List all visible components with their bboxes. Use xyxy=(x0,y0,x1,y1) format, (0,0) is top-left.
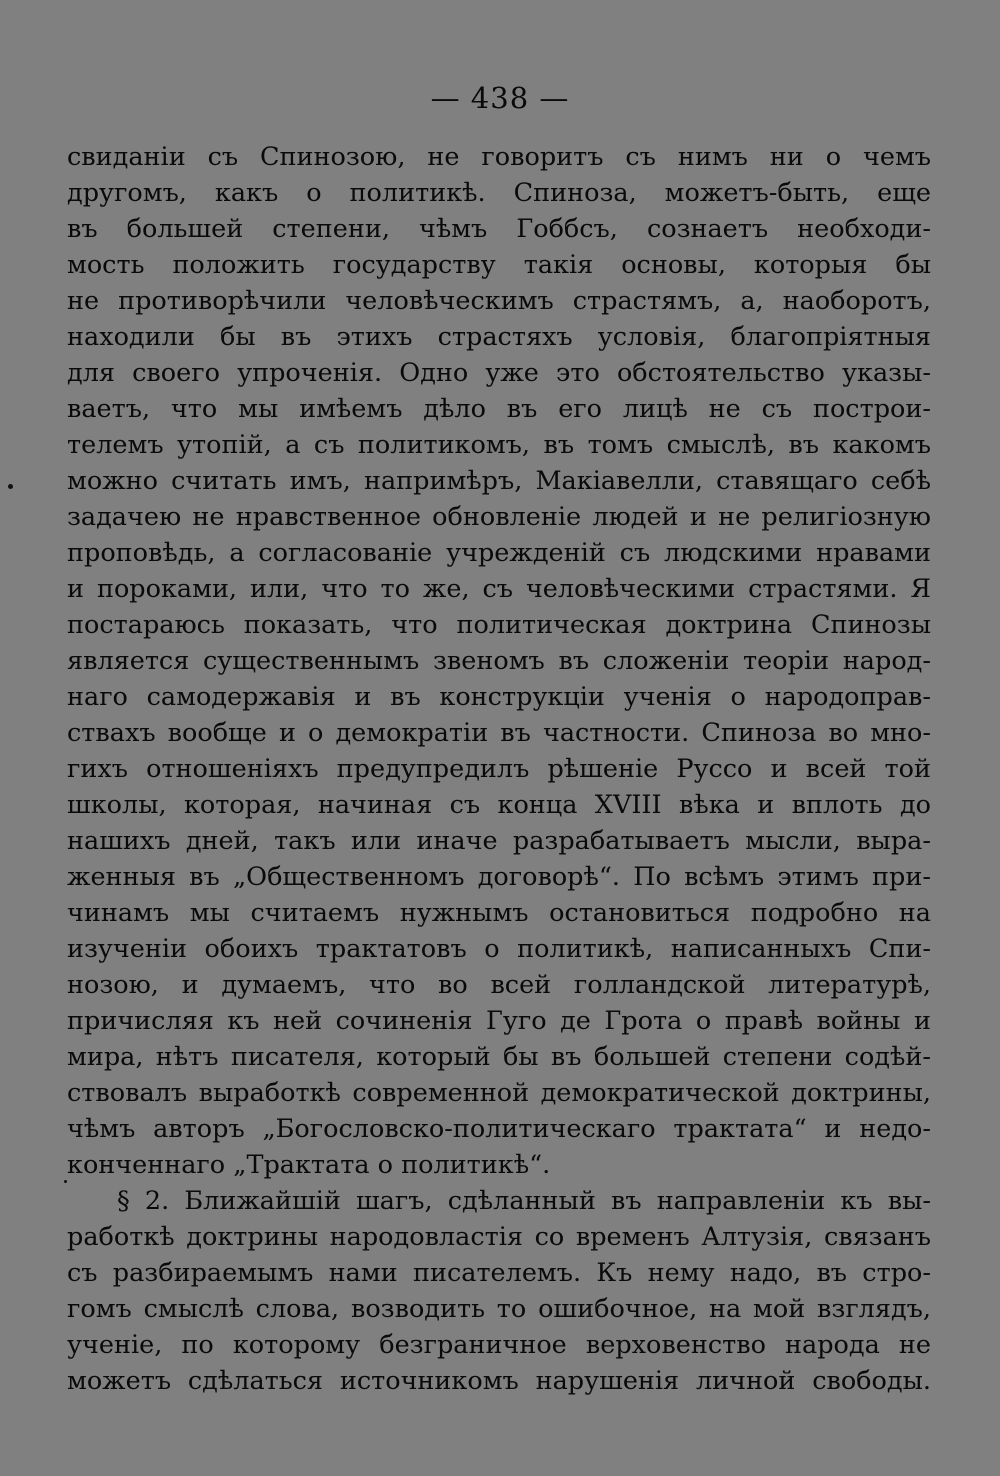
body-text xyxy=(67,139,931,1399)
text-line: телемъ утопій, а съ политикомъ, въ томъ смыслѣ, въ какомъ xyxy=(67,430,931,460)
text-line: находили бы въ этихъ страстяхъ условія, благопріятныя xyxy=(67,322,931,352)
text-line: задачею не нравственное обновленіе людей и не религіозную xyxy=(67,502,931,532)
text-line: нашихъ дней, такъ или иначе разрабатываетъ мысли, выра- xyxy=(67,826,931,856)
text-line: можно считать имъ, напримѣръ, Макіавелли, ставящаго себѣ xyxy=(67,466,931,496)
text-line: причисляя къ ней сочиненія Гуго де Грота о правѣ войны и xyxy=(67,1006,931,1036)
text-line: ствахъ вообще и о демократіи въ частности. Спиноза во мно- xyxy=(67,718,931,748)
text-line: наго самодержавія и въ конструкціи ученія о народоправ- xyxy=(67,682,931,712)
text-line: ваетъ, что мы имѣемъ дѣло въ его лицѣ не съ построи- xyxy=(67,394,931,424)
text-line: чѣмъ авторъ „Богословско-политическаго трактата“ и недо- xyxy=(67,1114,931,1144)
text-line: работкѣ доктрины народовластія со временъ Алтузія, связанъ xyxy=(67,1222,931,1252)
text-line: ученіе, по которому безграничное верховенство народа не xyxy=(67,1330,931,1360)
text-line: постараюсь показать, что политическая доктрина Спинозы xyxy=(67,610,931,640)
text-line: можетъ сдѣлаться источникомъ нарушенія личной свободы. xyxy=(67,1366,931,1396)
text-line: мира, нѣтъ писателя, который бы въ большей степени содѣй- xyxy=(67,1042,931,1072)
text-line: другомъ, какъ о политикѣ. Спиноза, можетъ-быть, еще xyxy=(67,178,931,208)
text-line: чинамъ мы считаемъ нужнымъ остановиться подробно на xyxy=(67,898,931,928)
text-line: гихъ отношеніяхъ предупредилъ рѣшеніе Руссо и всей той xyxy=(67,754,931,784)
text-line: для своего упроченія. Одно уже это обстоятельство указы- xyxy=(67,358,931,388)
text-line: школы, которая, начиная съ конца XVIII вѣка и вплоть до xyxy=(67,790,931,820)
margin-dot xyxy=(64,1180,67,1183)
text-line: изученіи обоихъ трактатовъ о политикѣ, написанныхъ Спи- xyxy=(67,934,931,964)
text-line: мость положить государству такія основы, которыя бы xyxy=(67,250,931,280)
text-line: проповѣдь, а согласованіе учрежденій съ людскими нравами xyxy=(67,538,931,568)
text-line: не противорѣчили человѣческимъ страстямъ, а, наоборотъ, xyxy=(67,286,931,316)
text-line: женныя въ „Общественномъ договорѣ“. По всѣмъ этимъ при- xyxy=(67,862,931,892)
text-line: гомъ смыслѣ слова, возводить то ошибочное, на мой взглядъ, xyxy=(67,1294,931,1324)
text-line: свиданіи съ Спинозою, не говоритъ съ нимъ ни о чемъ xyxy=(67,142,931,172)
text-line: въ большей степени, чѣмъ Гоббсъ, сознаетъ необходи- xyxy=(67,214,931,244)
text-line: является существеннымъ звеномъ въ сложеніи теоріи народ- xyxy=(67,646,931,676)
text-line: нозою, и думаемъ, что во всей голландской литературѣ, xyxy=(67,970,931,1000)
margin-dot xyxy=(8,484,13,489)
text-line: § 2. Ближайшій шагъ, сдѣланный въ направленіи къ вы- xyxy=(117,1186,931,1216)
page-number: — 438 — xyxy=(430,81,570,115)
text-line: конченнаго „Трактата о политикѣ“. xyxy=(67,1150,551,1180)
text-line: ствовалъ выработкѣ современной демократической доктрины, xyxy=(67,1078,931,1108)
text-line: съ разбираемымъ нами писателемъ. Къ нему надо, въ стро- xyxy=(67,1258,931,1288)
text-line: и пороками, или, что то же, съ человѣческими страстями. Я xyxy=(67,574,931,604)
